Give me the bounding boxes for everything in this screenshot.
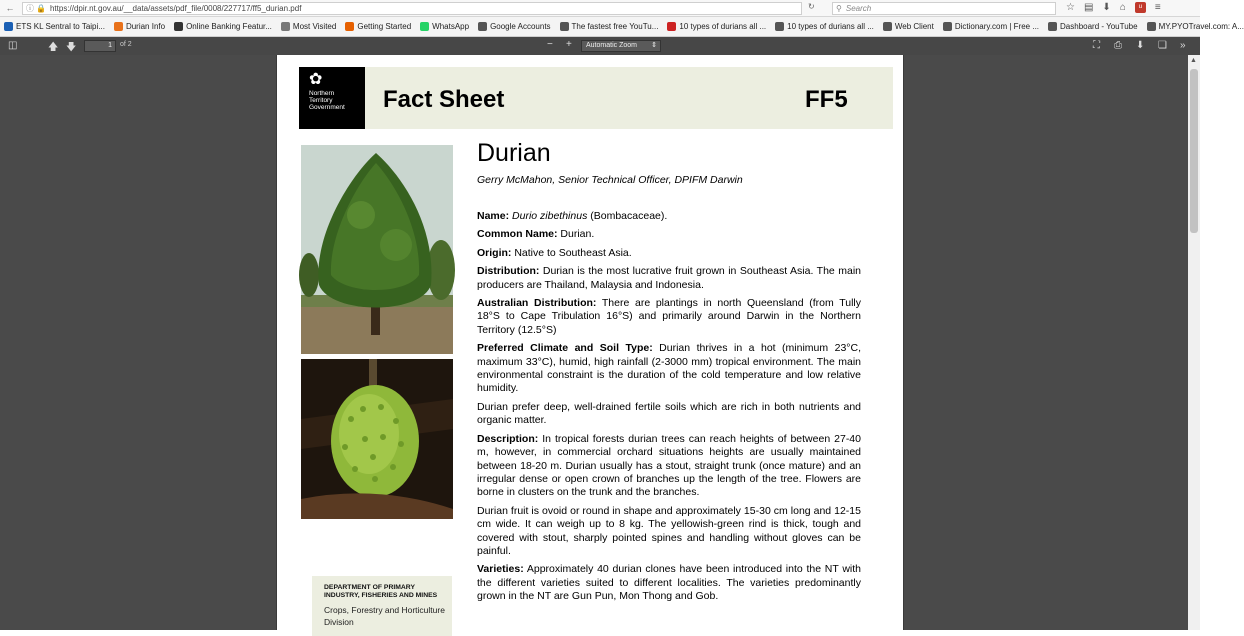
bookmark-item[interactable] [4,22,105,31]
fact-sheet-code: FF5 [805,86,848,113]
bookmark-item[interactable] [560,22,659,31]
common-name-label: Common Name: [477,228,558,241]
article-title: Durian [477,139,551,167]
department-name: DEPARTMENT OF PRIMARY INDUSTRY, FISHERIES AND MINES [324,584,438,599]
bookmark-label: Dictionary.com | Free ... [954,22,1040,31]
bookmark-label: Most Visited [292,22,337,31]
fact-sheet-title: Fact Sheet [383,86,505,113]
favicon-icon [281,22,290,31]
description-text: In tropical forests durian trees can reach heights of between 27-40 m, however, in commercial orchard situations heights are usually maintained between 18-20 m. Durian usually has a stout, straight trunk (once mature) and an irregular dense or open crown of branches up the length of the tree. Flowers are borne in clusters on the trunk and the branches. [477,432,861,499]
bookmark-item[interactable] [883,22,934,31]
scrollbar-thumb[interactable] [1190,69,1198,233]
pdf-viewer[interactable] [0,55,1200,630]
bookmark-label: The fastest free YouTu... [571,22,659,31]
climate-paragraph [477,342,861,396]
bookmark-item[interactable] [478,22,550,31]
origin-label: Origin: [477,246,512,259]
bookmark-item[interactable] [114,22,165,31]
bookmark-item[interactable] [667,22,766,31]
desert-rose-icon: ✿ [309,71,323,88]
favicon-icon [943,22,952,31]
bookmarks-bar [0,17,1244,37]
star-icon[interactable]: ☆ [1066,2,1075,13]
bookmark-item[interactable] [174,22,272,31]
favicon-icon [775,22,784,31]
bookmark-item[interactable] [775,22,874,31]
bookmark-label: WhatsApp [432,22,470,31]
logo-line: Territory [309,97,333,104]
fullscreen-icon[interactable]: ⛶ [1093,40,1100,51]
bookmark-label: 10 types of durians all ... [787,22,874,31]
reload-icon[interactable]: ↻ [808,2,815,11]
favicon-icon [883,22,892,31]
bookmark-label: Online Banking Featur... [186,22,272,31]
family-name: (Bombacaceae). [587,210,668,222]
common-name-paragraph [477,228,861,241]
scroll-up-icon[interactable]: ▲ [1190,57,1197,64]
varieties-label: Varieties: [477,563,524,576]
origin-text: Native to Southeast Asia. [511,246,632,259]
varieties-text: Approximately 40 durian clones have been introduced into the NT with the different varieties suited to different localities. The varieties predominantly grown in the NT are Gun Pun, Mon Thong and Gob. [477,563,861,603]
lock-icon: 🔒 [36,4,46,13]
description-label: Description: [477,432,539,445]
bookmark-item[interactable] [345,22,411,31]
favicon-icon [478,22,487,31]
vertical-scrollbar[interactable] [1188,55,1200,630]
favicon-icon [560,22,569,31]
logo-line: Government [309,104,345,111]
chevron-updown-icon: ⇕ [651,42,657,49]
search-input[interactable]: Search [845,4,872,13]
save-icon[interactable]: ⬇ [1136,40,1145,51]
bookmark-label: Web Client [894,22,934,31]
distribution-paragraph [477,265,861,292]
favicon-icon [114,22,123,31]
search-icon: ⚲ [836,4,842,13]
ublock-icon[interactable]: u [1135,2,1146,13]
australian-distribution-text: There are plantings in north Queensland (from Tully 18°S to Cape Tribulation 16°S) and primarily around Darwin in the Northern Territory (12.5°S) [477,297,861,336]
article-body [477,139,861,604]
favicon-icon [1048,22,1057,31]
next-page-icon[interactable]: 🡇 [66,42,77,53]
australian-distribution-label: Australian Distribution: [477,297,597,310]
origin-paragraph [477,247,861,260]
fruit-paragraph: Durian fruit is ovoid or round in shape and approximately 15-30 cm long and 12-15 cm wide. It can weigh up to 8 kg. The yellowish-green rind is thick, tough and covered with stout, sharply pointed spines and handling without gloves can be painful. [477,504,861,557]
bookmark-label: Getting Started [357,22,412,31]
zoom-select[interactable] [581,40,661,52]
fact-sheet-header [299,67,893,129]
bookmark-item[interactable] [943,22,1039,31]
bookmark-item[interactable] [1048,22,1138,31]
browser-toolbar [0,0,1200,17]
favicon-icon [345,22,354,31]
bookmark-label: MY.PYOTravel.com: A... [1158,22,1244,31]
url-field[interactable] [22,2,802,15]
common-name-text: Durian. [557,228,595,241]
description-paragraph [477,433,861,500]
zoom-value: Automatic Zoom [586,42,637,49]
home-icon[interactable]: ⌂ [1119,2,1126,13]
bookmark-item[interactable] [420,22,469,31]
bookmark-label: Google Accounts [490,22,551,31]
bookmark-label: 10 types of durians all ... [679,22,767,31]
zoom-in-icon[interactable]: + [566,39,572,50]
distribution-label: Distribution: [477,265,540,278]
scientific-name: Durio zibethinus [512,210,588,222]
reading-list-icon[interactable]: ▤ [1083,2,1094,13]
sidebar-toggle-icon[interactable]: ◫ [8,40,18,51]
favicon-icon [1147,22,1156,31]
bookmark-item[interactable] [1147,22,1244,31]
favicon-icon [174,22,183,31]
download-icon[interactable]: ⬇ [1102,2,1111,13]
name-label: Name: [477,210,510,222]
url-text: https://dpir.nt.gov.au/__data/assets/pdf_file/0008/227717/ff5_durian.pdf [49,4,302,13]
logo-line: Northern [309,90,335,97]
distribution-text: Durian is the most lucrative fruit grown in Southeast Asia. The main producers are Thailand, Malaysia and Indonesia. [477,265,861,291]
article-author: Gerry McMahon, Senior Technical Officer, DPIFM Darwin [477,174,743,186]
division-name: Crops, Forestry and Horticulture Division [324,605,445,627]
pdf-page [276,55,904,630]
favicon-icon [420,22,429,31]
zoom-out-icon[interactable]: − [547,39,553,50]
bookmark-label: Durian Info [125,22,166,31]
bookmark-item[interactable] [281,22,336,31]
bookmark-icon[interactable]: ❏ [1158,40,1167,51]
durian-fruit-photo [301,359,453,519]
climate-text: Durian thrives in a hot (minimum 23°C, maximum 33°C), humid, high rainfall (2-3000 mm) tropical environment. The main environmental constraint is the duration of the cold temperature and low relative humidity. [477,342,861,395]
bookmark-label: Dashboard - YouTube [1060,22,1138,31]
favicon-icon [667,22,676,31]
climate-label: Preferred Climate and Soil Type: [477,342,653,355]
page-count: of 2 [120,41,132,48]
tools-icon[interactable]: » [1180,40,1186,51]
australian-distribution-paragraph [477,297,861,337]
page-number-input[interactable]: 1 [84,40,116,52]
print-icon[interactable]: ⎙ [1114,40,1122,51]
bookmark-label: ETS KL Sentral to Taipi... [16,22,105,31]
favicon-icon [4,22,13,31]
nt-government-logo [299,67,365,129]
previous-page-icon[interactable]: 🡅 [48,42,59,53]
search-field[interactable] [832,2,1056,15]
name-paragraph [477,210,861,223]
durian-tree-photo [301,145,453,354]
varieties-paragraph [477,563,861,603]
soil-paragraph: Durian prefer deep, well-drained fertile soils which are rich in both nutrients and organic matter. [477,400,861,427]
back-icon[interactable]: ← [5,3,15,13]
department-box [312,576,452,636]
pdf-toolbar [0,37,1200,55]
info-icon[interactable]: ⓘ [26,4,34,13]
menu-icon[interactable]: ≡ [1154,2,1161,13]
